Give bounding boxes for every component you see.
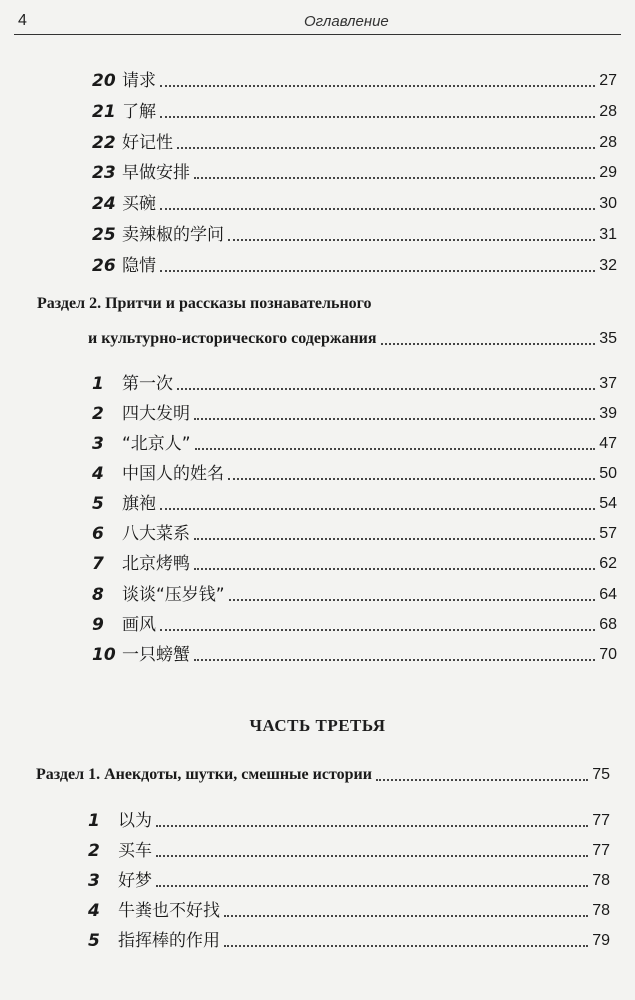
entry-title: 第一次 — [122, 374, 173, 394]
dot-leader — [224, 945, 588, 947]
entry-page: 57 — [599, 525, 617, 542]
entry-title: “北京人” — [122, 434, 191, 454]
toc-entry[interactable] — [92, 580, 617, 606]
entry-page: 62 — [599, 555, 617, 572]
entry-title: 早做安排 — [122, 163, 190, 183]
entry-title: 请求 — [122, 71, 156, 91]
entry-title: 好梦 — [118, 871, 152, 891]
section-heading-entry[interactable] — [88, 324, 617, 350]
dot-leader — [160, 508, 595, 510]
toc-entry[interactable] — [92, 251, 617, 277]
entry-title: 牛粪也不好找 — [118, 901, 220, 921]
dot-leader — [381, 343, 596, 345]
entry-title: 指挥棒的作用 — [118, 931, 220, 951]
entry-number: 10 — [92, 645, 116, 665]
entry-page: 79 — [592, 932, 610, 949]
entry-title: 北京烤鸭 — [122, 554, 190, 574]
section-page: 75 — [592, 766, 610, 783]
dot-leader — [160, 208, 595, 210]
toc-entry[interactable] — [92, 610, 617, 636]
entry-number: 26 — [92, 256, 116, 276]
entry-page: 29 — [599, 164, 617, 181]
entry-number: 21 — [92, 102, 116, 122]
entry-page: 31 — [599, 226, 617, 243]
dot-leader — [160, 629, 595, 631]
entry-number: 23 — [92, 163, 116, 183]
toc-entry[interactable] — [88, 926, 610, 952]
toc-entry[interactable] — [92, 97, 617, 123]
toc-entry[interactable] — [92, 220, 617, 246]
entry-title: 八大菜系 — [122, 524, 190, 544]
entry-page: 39 — [599, 405, 617, 422]
toc-entry[interactable] — [88, 806, 610, 832]
entry-page: 77 — [592, 812, 610, 829]
section-page: 35 — [599, 330, 617, 347]
entry-page: 78 — [592, 902, 610, 919]
entry-number: 24 — [92, 194, 116, 214]
entry-number: 3 — [92, 434, 104, 454]
entry-title: 买碗 — [122, 194, 156, 214]
entry-number: 1 — [88, 811, 100, 831]
entry-number: 25 — [92, 225, 116, 245]
toc-entry[interactable] — [92, 429, 617, 455]
entry-page: 47 — [599, 435, 617, 452]
running-title: Оглавление — [304, 13, 389, 30]
entry-title: 中国人的姓名 — [122, 464, 224, 484]
section-heading-line1[interactable]: Раздел 2. Притчи и рассказы познавательного — [37, 295, 372, 312]
entry-number: 4 — [92, 464, 104, 484]
entry-number: 2 — [92, 404, 104, 424]
entry-page: 28 — [599, 103, 617, 120]
entry-page: 77 — [592, 842, 610, 859]
entry-page: 37 — [599, 375, 617, 392]
entry-title: 画风 — [122, 615, 156, 635]
entry-number: 22 — [92, 133, 116, 153]
page-header — [14, 8, 621, 35]
dot-leader — [194, 659, 595, 661]
toc-entry[interactable] — [92, 459, 617, 485]
dot-leader — [194, 418, 595, 420]
entry-page: 78 — [592, 872, 610, 889]
toc-entry[interactable] — [92, 189, 617, 215]
dot-leader — [376, 779, 588, 781]
dot-leader — [177, 147, 595, 149]
entry-page: 64 — [599, 586, 617, 603]
entry-title: 了解 — [122, 102, 156, 122]
toc-entry[interactable] — [92, 489, 617, 515]
entry-title: 谈谈“压岁钱” — [122, 585, 225, 605]
dot-leader — [156, 885, 588, 887]
entry-title: 以为 — [118, 811, 152, 831]
entry-page: 30 — [599, 195, 617, 212]
dot-leader — [224, 915, 588, 917]
entry-number: 5 — [92, 494, 104, 514]
entry-title: 隐情 — [122, 256, 156, 276]
toc-entry[interactable] — [92, 640, 617, 666]
entry-title: 四大发明 — [122, 404, 190, 424]
dot-leader — [177, 388, 595, 390]
dot-leader — [195, 448, 596, 450]
dot-leader — [160, 116, 595, 118]
entry-page: 28 — [599, 134, 617, 151]
entry-number: 20 — [92, 71, 116, 91]
dot-leader — [229, 599, 596, 601]
entry-page: 50 — [599, 465, 617, 482]
toc-entry[interactable] — [92, 519, 617, 545]
toc-entry[interactable] — [88, 866, 610, 892]
dot-leader — [228, 478, 595, 480]
section-heading-entry[interactable] — [36, 760, 610, 786]
entry-number: 9 — [92, 615, 104, 635]
dot-leader — [156, 825, 588, 827]
entry-page: 32 — [599, 257, 617, 274]
part-title: ЧАСТЬ ТРЕТЬЯ — [249, 716, 386, 735]
toc-entry[interactable] — [92, 66, 617, 92]
entry-page: 68 — [599, 616, 617, 633]
page-number: 4 — [18, 12, 27, 29]
dot-leader — [194, 177, 595, 179]
toc-entry[interactable] — [88, 836, 610, 862]
toc-entry[interactable] — [92, 128, 617, 154]
entry-title: 卖辣椒的学问 — [122, 225, 224, 245]
entry-number: 5 — [88, 931, 100, 951]
entry-title: 买车 — [118, 841, 152, 861]
toc-entry[interactable] — [92, 549, 617, 575]
dot-leader — [156, 855, 588, 857]
entry-number: 4 — [88, 901, 100, 921]
entry-page: 70 — [599, 646, 617, 663]
toc-entry[interactable] — [92, 158, 617, 184]
dot-leader — [160, 270, 595, 272]
dot-leader — [228, 239, 595, 241]
entry-title: 好记性 — [122, 133, 173, 153]
dot-leader — [160, 85, 595, 87]
entry-page: 27 — [599, 72, 617, 89]
entry-title: 一只螃蟹 — [122, 645, 190, 665]
entry-page: 54 — [599, 495, 617, 512]
dot-leader — [194, 538, 595, 540]
toc-entry[interactable] — [92, 369, 617, 395]
entry-number: 2 — [88, 841, 100, 861]
entry-number: 1 — [92, 374, 104, 394]
section-title: Раздел 1. Анекдоты, шутки, смешные истории — [36, 766, 372, 783]
entry-number: 3 — [88, 871, 100, 891]
entry-number: 6 — [92, 524, 104, 544]
toc-entry[interactable] — [88, 896, 610, 922]
section-heading-line2: и культурно-исторического содержания — [88, 330, 377, 347]
entry-number: 8 — [92, 585, 104, 605]
toc-entry[interactable] — [92, 399, 617, 425]
entry-number: 7 — [92, 554, 104, 574]
entry-title: 旗袍 — [122, 494, 156, 514]
dot-leader — [194, 568, 595, 570]
